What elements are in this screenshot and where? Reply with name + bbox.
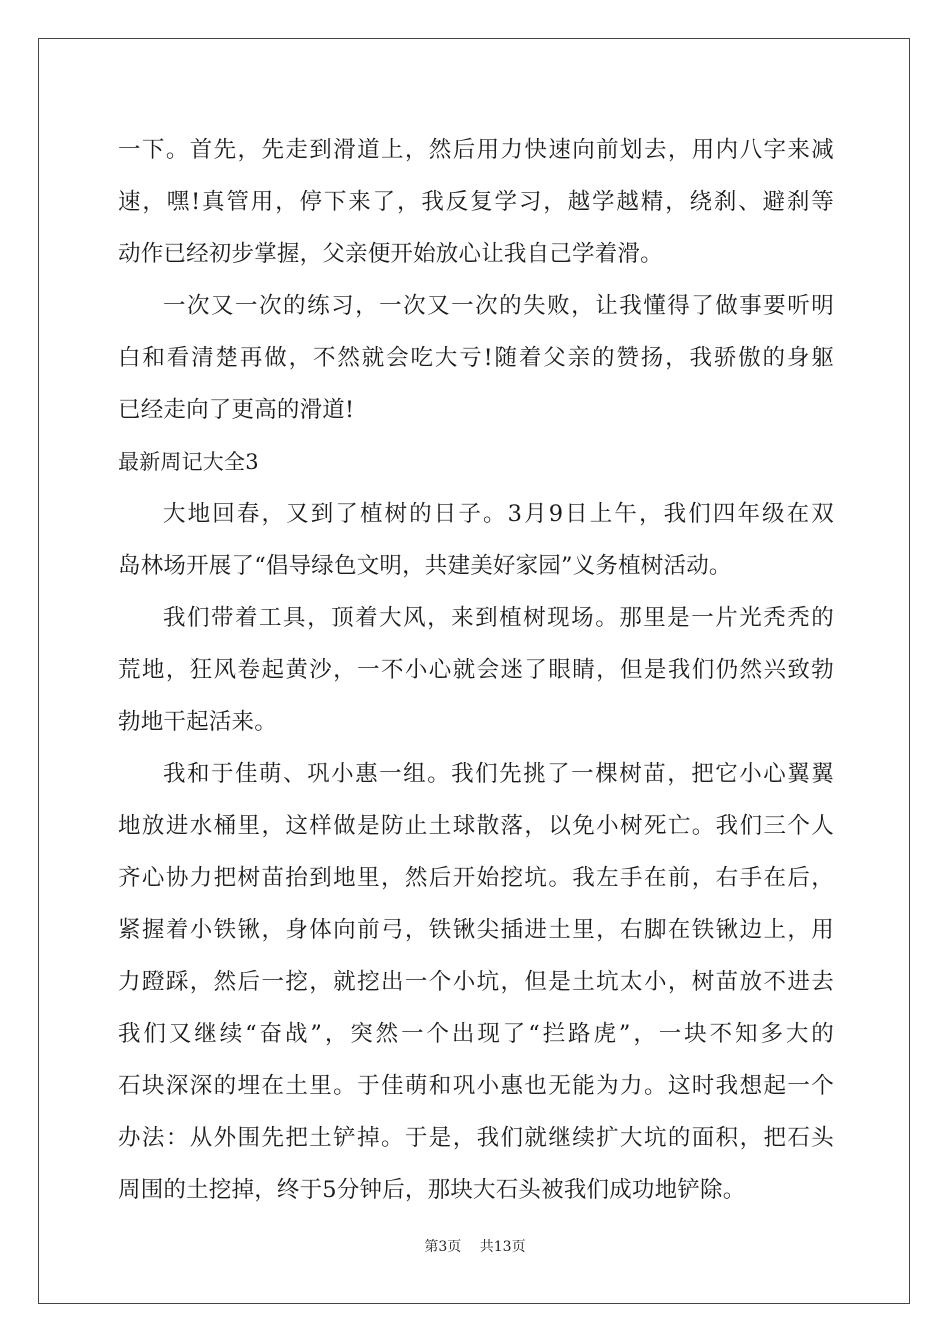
text-line: 速，嘿!真管用，停下来了，我反复学习，越学越精，绕刹、避刹等 (118, 189, 834, 215)
page-count: 共13页 (479, 1239, 526, 1255)
text-line: 我们又继续“奋战”，突然一个出现了“拦路虎”，一块不知多大的 (118, 1021, 834, 1047)
text-line: 我们带着工具，顶着大风，来到植树现场。那里是一片光秃秃的 (163, 605, 834, 631)
text-line: 石块深深的埋在土里。于佳萌和巩小惠也无能为力。这时我想起一个 (118, 1073, 834, 1099)
text-line: 荒地，狂风卷起黄沙，一不小心就会迷了眼睛，但是我们仍然兴致勃 (118, 657, 834, 683)
text-line: 一下。首先，先走到滑道上，然后用力快速向前划去，用内八字来减 (118, 137, 834, 163)
document-body (118, 124, 834, 1216)
text-line: 动作已经初步掌握，父亲便开始放心让我自己学着滑。 (118, 241, 663, 267)
text-line: 岛林场开展了“倡导绿色文明，共建美好家园”义务植树活动。 (118, 553, 732, 579)
text-line: 力蹬踩，然后一挖，就挖出一个小坑，但是土坑太小，树苗放不进去 (118, 969, 834, 995)
text-line: 白和看清楚再做，不然就会吃大亏!随着父亲的赞扬，我骄傲的身躯 (118, 345, 834, 371)
text-line: 一次又一次的练习，一次又一次的失败，让我懂得了做事要听明 (163, 293, 834, 319)
text-line: 周围的土挖掉，终于5分钟后，那块大石头被我们成功地铲除。 (118, 1177, 746, 1203)
page-footer (0, 1236, 950, 1256)
text-line: 已经走向了更高的滑道! (118, 397, 355, 423)
text-line: 紧握着小铁锹，身体向前弓，铁锹尖插进土里，右脚在铁锹边上，用 (118, 917, 834, 943)
text-line: 勃地干起活来。 (118, 709, 277, 735)
text-line: 办法：从外围先把土铲掉。于是，我们就继续扩大坑的面积，把石头 (118, 1125, 834, 1151)
text-line: 大地回春，又到了植树的日子。3月9日上午，我们四年级在双 (163, 501, 834, 527)
text-line: 地放进水桶里，这样做是防止土球散落，以免小树死亡。我们三个人 (118, 813, 834, 839)
page-number: 第3页 (424, 1239, 462, 1255)
text-line: 齐心协力把树苗抬到地里，然后开始挖坑。我左手在前，右手在后， (118, 865, 834, 891)
text-line: 我和于佳萌、巩小惠一组。我们先挑了一棵树苗，把它小心翼翼 (163, 761, 834, 787)
section-heading: 最新周记大全3 (118, 450, 259, 474)
